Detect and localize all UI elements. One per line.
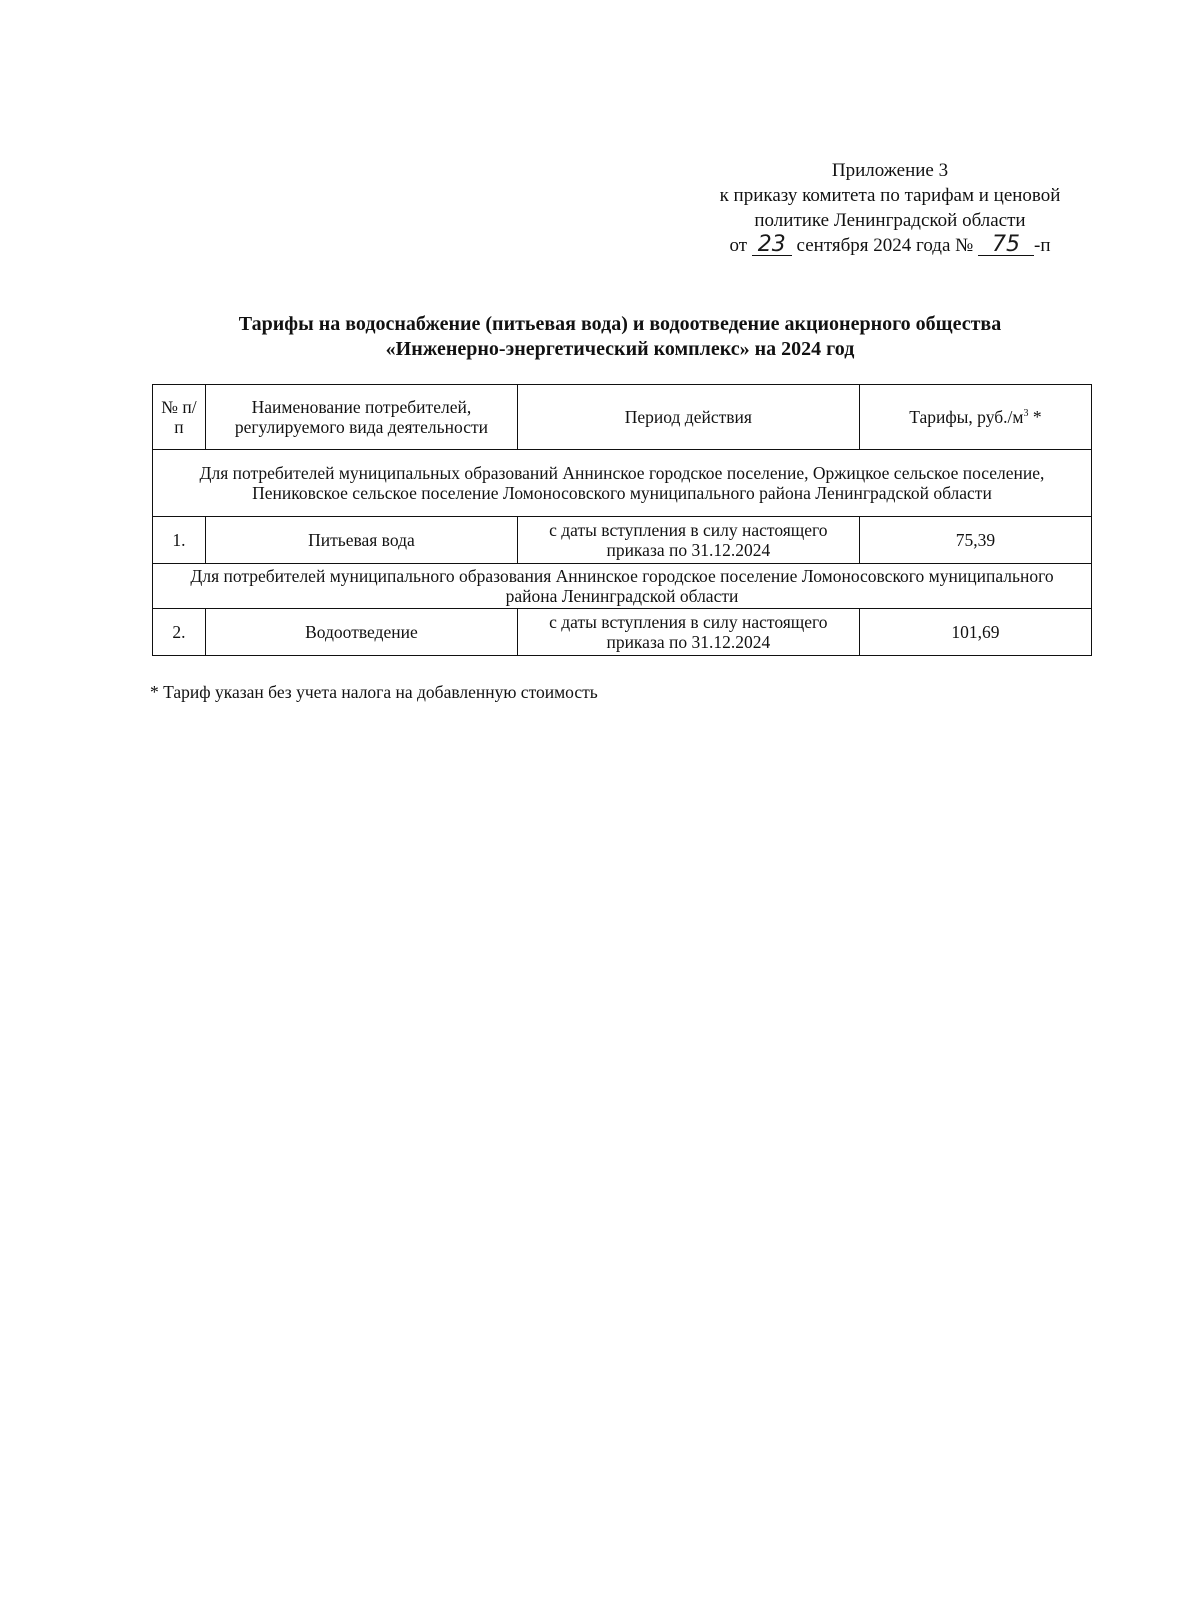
table-row xyxy=(153,517,1092,564)
table-group-row xyxy=(153,450,1092,517)
appendix-line-2: к приказу комитета по тарифам и ценовой xyxy=(719,185,1061,206)
row-1-period: с даты вступления в силу настоящего приказа по 31.12.2024 xyxy=(517,517,859,564)
row-1-name: Питьевая вода xyxy=(205,517,517,564)
appendix-line-1: Приложение 3 xyxy=(831,160,949,181)
handwritten-order-number: 75 xyxy=(978,235,1034,256)
appendix-line-3: политике Ленинградской области xyxy=(754,210,1026,231)
table-header-row xyxy=(153,385,1092,450)
footnote: * Тариф указан без учета налога на добавленную стоимость xyxy=(150,682,598,702)
header-tariff-label: Тарифы, руб./м xyxy=(909,407,1024,427)
tariffs-table xyxy=(152,384,1092,656)
handwritten-day: 23 xyxy=(752,235,792,256)
header-tariff-mark: * xyxy=(1028,407,1042,427)
header-name: Наименование потребителей, регулируемого вида деятельности xyxy=(205,385,517,450)
header-period: Период действия xyxy=(517,385,859,450)
appendix-date-line xyxy=(640,233,1140,258)
document-title xyxy=(150,312,1090,362)
order-suffix: -п xyxy=(1034,235,1051,256)
row-2-name: Водоотведение xyxy=(205,609,517,656)
title-line-1: Тарифы на водоснабжение (питьевая вода) и водоотведение акционерного общества xyxy=(238,313,1002,335)
header-num: № п/п xyxy=(153,385,206,450)
header-tariff xyxy=(859,385,1091,450)
row-1-tariff: 75,39 xyxy=(859,517,1091,564)
row-2-num: 2. xyxy=(153,609,206,656)
appendix-header xyxy=(640,158,1140,258)
group-2-label: Для потребителей муниципального образования Аннинское городское поселение Ломоносовского муниципального района Ленинградской области xyxy=(153,564,1092,609)
header-tariff-sup: 3 xyxy=(1023,408,1029,420)
table-group-row xyxy=(153,564,1092,609)
row-1-num: 1. xyxy=(153,517,206,564)
date-month-year: сентября 2024 года № xyxy=(796,235,974,256)
group-1-label: Для потребителей муниципальных образований Аннинское городское поселение, Оржицкое сельское поселение, Пениковское сельское поселение Ломоносовского муниципального района Ленинградской области xyxy=(153,450,1092,517)
row-2-tariff: 101,69 xyxy=(859,609,1091,656)
date-prefix: от xyxy=(729,235,748,256)
row-2-period: с даты вступления в силу настоящего приказа по 31.12.2024 xyxy=(517,609,859,656)
title-line-2: «Инженерно-энергетический комплекс» на 2024 год xyxy=(385,338,855,360)
table-row xyxy=(153,609,1092,656)
